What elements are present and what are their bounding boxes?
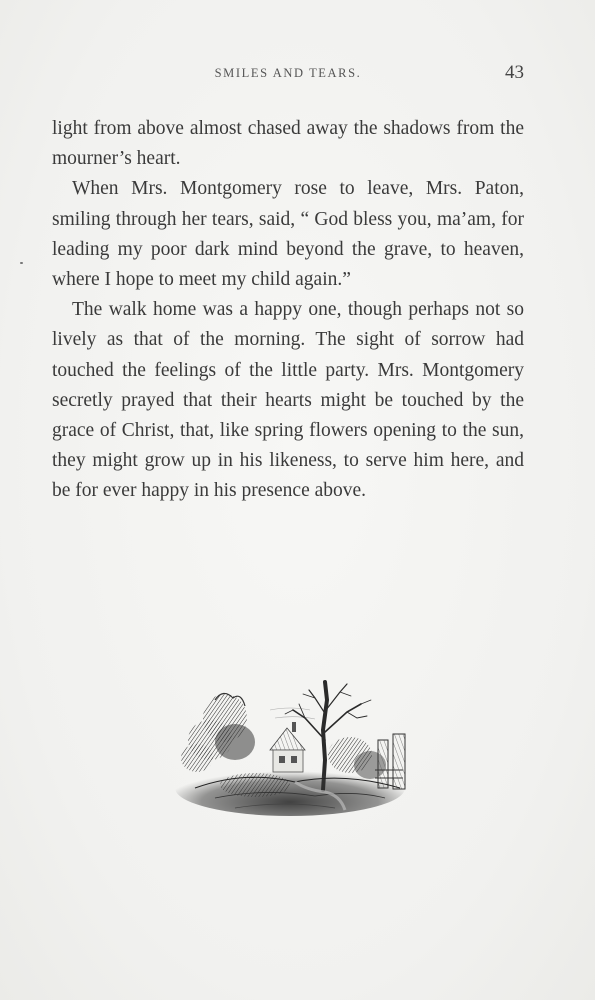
paragraph: When Mrs. Montgomery rose to leave, Mrs. Paton, smiling through her tears, said, “ God bless you, ma’am, for leading my poor dark mind beyond the grave, to heaven, where I hope to meet my child again.” (52, 178, 524, 291)
page-number: 43 (505, 62, 524, 83)
body-text (52, 114, 524, 507)
foreground (175, 760, 405, 816)
woodcut-vignette (175, 670, 410, 820)
print-speck (20, 262, 23, 264)
paragraph: The walk home was a happy one, though perhaps not so lively as that of the morning. The sight of sorrow had touched the feelings of the little party. Mrs. Montgomery secretly prayed that their hearts might be touched by the grace of Christ, that, like spring flowers opening to the sun, they might grow up in his likeness, to serve him here, and be for ever happy in his presence above. (52, 299, 524, 502)
paragraph-continuation: light from above almost chased away the shadows from the mourner’s heart. (52, 118, 524, 170)
running-title: SMILES AND TEARS. (214, 66, 362, 80)
running-head (52, 64, 524, 88)
left-trees (181, 693, 255, 772)
